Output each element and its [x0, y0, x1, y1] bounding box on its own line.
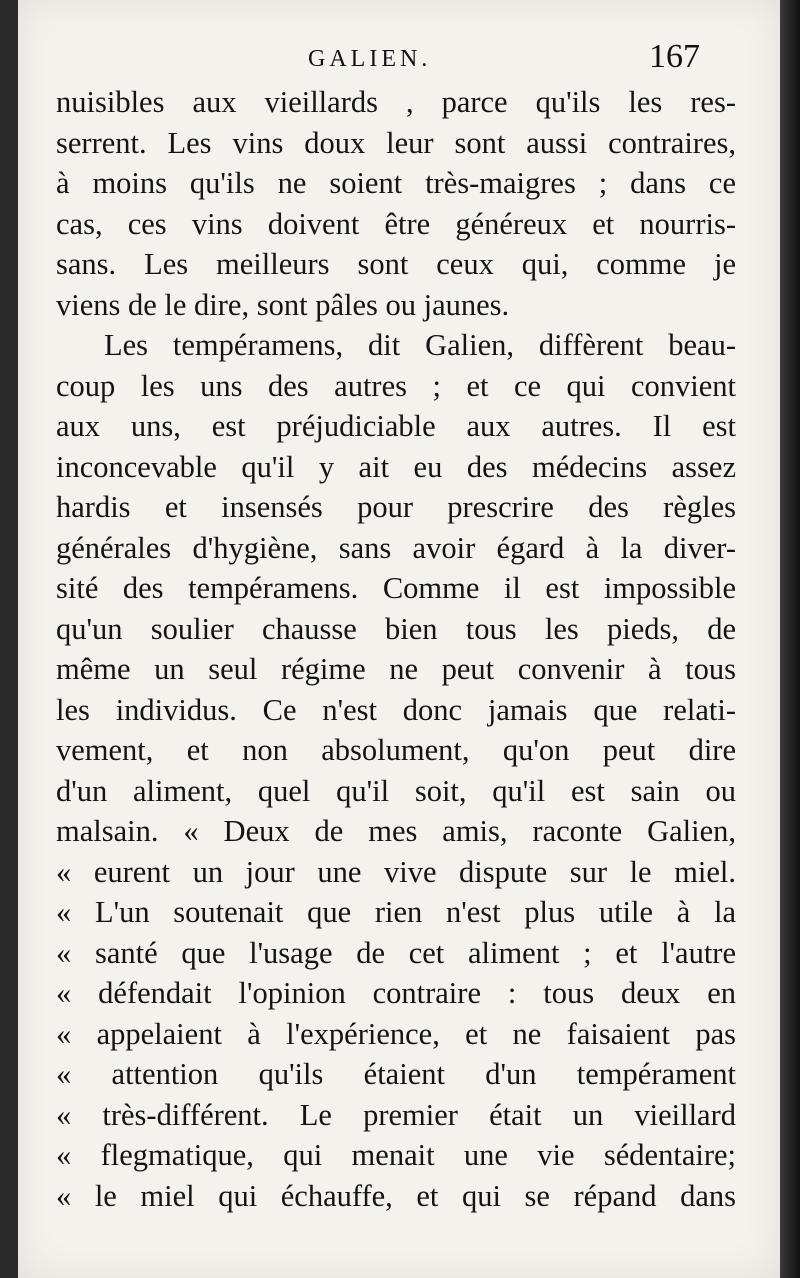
- page-edge-shadow: [780, 0, 800, 1278]
- text-line: aux uns, est préjudiciable aux autres. Il est: [56, 409, 736, 443]
- text-line: « eurent un jour une vive dispute sur le miel.: [56, 854, 736, 889]
- text-line: « L'un soutenait que rien n'est plus utile à la: [56, 895, 736, 929]
- text-line: hardis et insensés pour prescrire des règles: [56, 490, 736, 524]
- text-line: serrent. Les vins doux leur sont aussi contraires,: [56, 125, 736, 160]
- text-line: « défendait l'opinion contraire : tous deux en: [56, 976, 736, 1010]
- text-line: sité des tempéramens. Comme il est impossible: [56, 571, 736, 605]
- text-line: nuisibles aux vieillards , parce qu'ils les res-: [56, 85, 736, 119]
- text-line: même un seul régime ne peut convenir à tous: [56, 652, 736, 686]
- body-text: [56, 82, 736, 1216]
- text-line: générales d'hygiène, sans avoir égard à la diver-: [56, 530, 736, 565]
- text-line: « appelaient à l'expérience, et ne faisaient pas: [56, 1016, 736, 1051]
- text-line: « attention qu'ils étaient d'un tempérament: [56, 1057, 736, 1091]
- text-line: viens de le dire, sont pâles ou jaunes.: [56, 287, 510, 322]
- book-page: [18, 0, 780, 1278]
- page-header: [18, 38, 780, 82]
- text-line: « très-différent. Le premier était un vieillard: [56, 1097, 736, 1132]
- text-line: cas, ces vins doivent être généreux et nourris-: [56, 206, 736, 241]
- running-title: GALIEN.: [308, 46, 432, 72]
- text-line: inconcevable qu'il y ait eu des médecins assez: [56, 449, 736, 484]
- text-line: « santé que l'usage de cet aliment ; et l'autre: [56, 935, 736, 970]
- text-line: « flegmatique, qui menait une vie sédentaire;: [56, 1138, 736, 1172]
- text-line: malsain. « Deux de mes amis, raconte Galien,: [56, 814, 736, 848]
- text-line: d'un aliment, quel qu'il soit, qu'il est sain ou: [56, 773, 736, 808]
- text-line: sans. Les meilleurs sont ceux qui, comme je: [56, 247, 736, 281]
- text-line: qu'un soulier chausse bien tous les pieds, de: [56, 611, 736, 646]
- text-line: coup les uns des autres ; et ce qui convient: [56, 368, 736, 403]
- text-line: « le miel qui échauffe, et qui se répand dans: [56, 1178, 736, 1213]
- text-line: vement, et non absolument, qu'on peut dire: [56, 733, 736, 767]
- text-line: les individus. Ce n'est donc jamais que relati-: [56, 692, 736, 727]
- text-line: Les tempéramens, dit Galien, diffèrent beau-: [104, 328, 736, 362]
- page-number: 167: [649, 38, 700, 75]
- text-line: à moins qu'ils ne soient très-maigres ; dans ce: [56, 166, 736, 200]
